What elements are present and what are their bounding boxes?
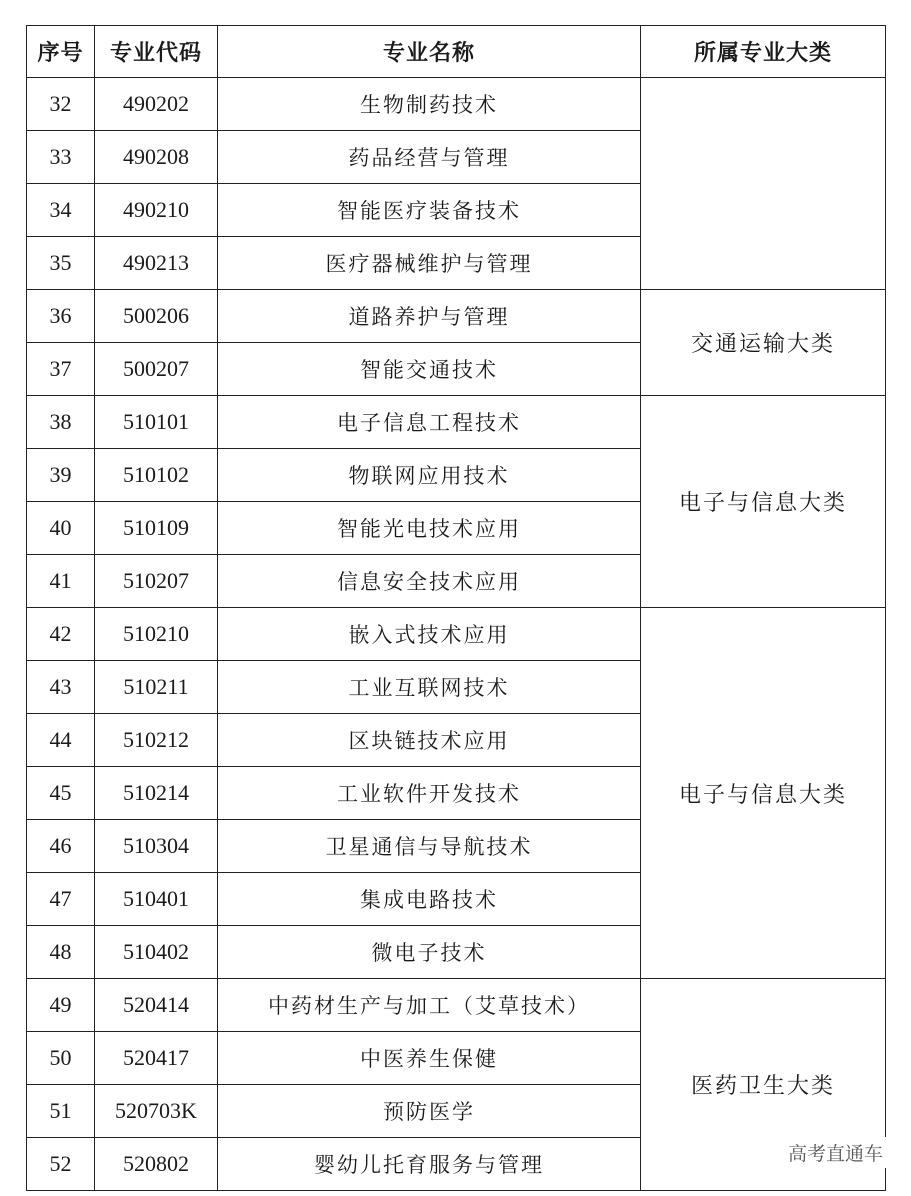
row-name: 婴幼儿托育服务与管理 xyxy=(218,1138,641,1191)
row-no: 34 xyxy=(27,184,95,237)
category-cell: 电子与信息大类 xyxy=(641,608,886,979)
row-code: 520417 xyxy=(95,1032,218,1085)
row-no: 48 xyxy=(27,926,95,979)
header-no: 序号 xyxy=(27,26,95,78)
row-code: 490213 xyxy=(95,237,218,290)
majors-table xyxy=(26,25,886,1191)
row-code: 500206 xyxy=(95,290,218,343)
row-name: 智能交通技术 xyxy=(218,343,641,396)
row-code: 510101 xyxy=(95,396,218,449)
row-code: 510402 xyxy=(95,926,218,979)
row-code: 510102 xyxy=(95,449,218,502)
row-no: 32 xyxy=(27,78,95,131)
row-name: 生物制药技术 xyxy=(218,78,641,131)
row-code: 510207 xyxy=(95,555,218,608)
row-name: 物联网应用技术 xyxy=(218,449,641,502)
row-code: 510212 xyxy=(95,714,218,767)
header-row xyxy=(27,26,886,78)
row-no: 47 xyxy=(27,873,95,926)
row-no: 43 xyxy=(27,661,95,714)
table-row xyxy=(27,396,886,449)
row-no: 38 xyxy=(27,396,95,449)
row-code: 500207 xyxy=(95,343,218,396)
row-name: 医疗器械维护与管理 xyxy=(218,237,641,290)
row-code: 520802 xyxy=(95,1138,218,1191)
row-code: 520414 xyxy=(95,979,218,1032)
row-name: 微电子技术 xyxy=(218,926,641,979)
row-name: 预防医学 xyxy=(218,1085,641,1138)
row-no: 50 xyxy=(27,1032,95,1085)
row-code: 510109 xyxy=(95,502,218,555)
row-name: 药品经营与管理 xyxy=(218,131,641,184)
row-no: 44 xyxy=(27,714,95,767)
table-row xyxy=(27,78,886,131)
row-code: 520703K xyxy=(95,1085,218,1138)
category-cell xyxy=(641,78,886,290)
row-name: 区块链技术应用 xyxy=(218,714,641,767)
row-code: 510211 xyxy=(95,661,218,714)
row-name: 中药材生产与加工（艾草技术） xyxy=(218,979,641,1032)
header-code: 专业代码 xyxy=(95,26,218,78)
row-name: 智能医疗装备技术 xyxy=(218,184,641,237)
header-category: 所属专业大类 xyxy=(641,26,886,78)
row-no: 33 xyxy=(27,131,95,184)
row-code: 490210 xyxy=(95,184,218,237)
row-no: 40 xyxy=(27,502,95,555)
row-no: 45 xyxy=(27,767,95,820)
table-row xyxy=(27,290,886,343)
row-no: 35 xyxy=(27,237,95,290)
row-code: 510304 xyxy=(95,820,218,873)
row-no: 51 xyxy=(27,1085,95,1138)
row-code: 510401 xyxy=(95,873,218,926)
header-name: 专业名称 xyxy=(218,26,641,78)
table-row xyxy=(27,608,886,661)
row-no: 52 xyxy=(27,1138,95,1191)
row-name: 中医养生保健 xyxy=(218,1032,641,1085)
watermark-text: 高考直通车 xyxy=(784,1137,887,1168)
row-no: 39 xyxy=(27,449,95,502)
row-code: 490208 xyxy=(95,131,218,184)
row-no: 41 xyxy=(27,555,95,608)
row-name: 智能光电技术应用 xyxy=(218,502,641,555)
row-name: 电子信息工程技术 xyxy=(218,396,641,449)
row-name: 道路养护与管理 xyxy=(218,290,641,343)
category-cell: 电子与信息大类 xyxy=(641,396,886,608)
table-row xyxy=(27,979,886,1032)
row-name: 工业互联网技术 xyxy=(218,661,641,714)
row-code: 510210 xyxy=(95,608,218,661)
row-name: 信息安全技术应用 xyxy=(218,555,641,608)
row-name: 工业软件开发技术 xyxy=(218,767,641,820)
row-no: 42 xyxy=(27,608,95,661)
row-no: 46 xyxy=(27,820,95,873)
category-cell: 交通运输大类 xyxy=(641,290,886,396)
row-no: 37 xyxy=(27,343,95,396)
row-no: 36 xyxy=(27,290,95,343)
row-name: 卫星通信与导航技术 xyxy=(218,820,641,873)
row-no: 49 xyxy=(27,979,95,1032)
row-name: 集成电路技术 xyxy=(218,873,641,926)
row-name: 嵌入式技术应用 xyxy=(218,608,641,661)
category-cell: 医药卫生大类 xyxy=(641,979,886,1191)
row-code: 490202 xyxy=(95,78,218,131)
row-code: 510214 xyxy=(95,767,218,820)
